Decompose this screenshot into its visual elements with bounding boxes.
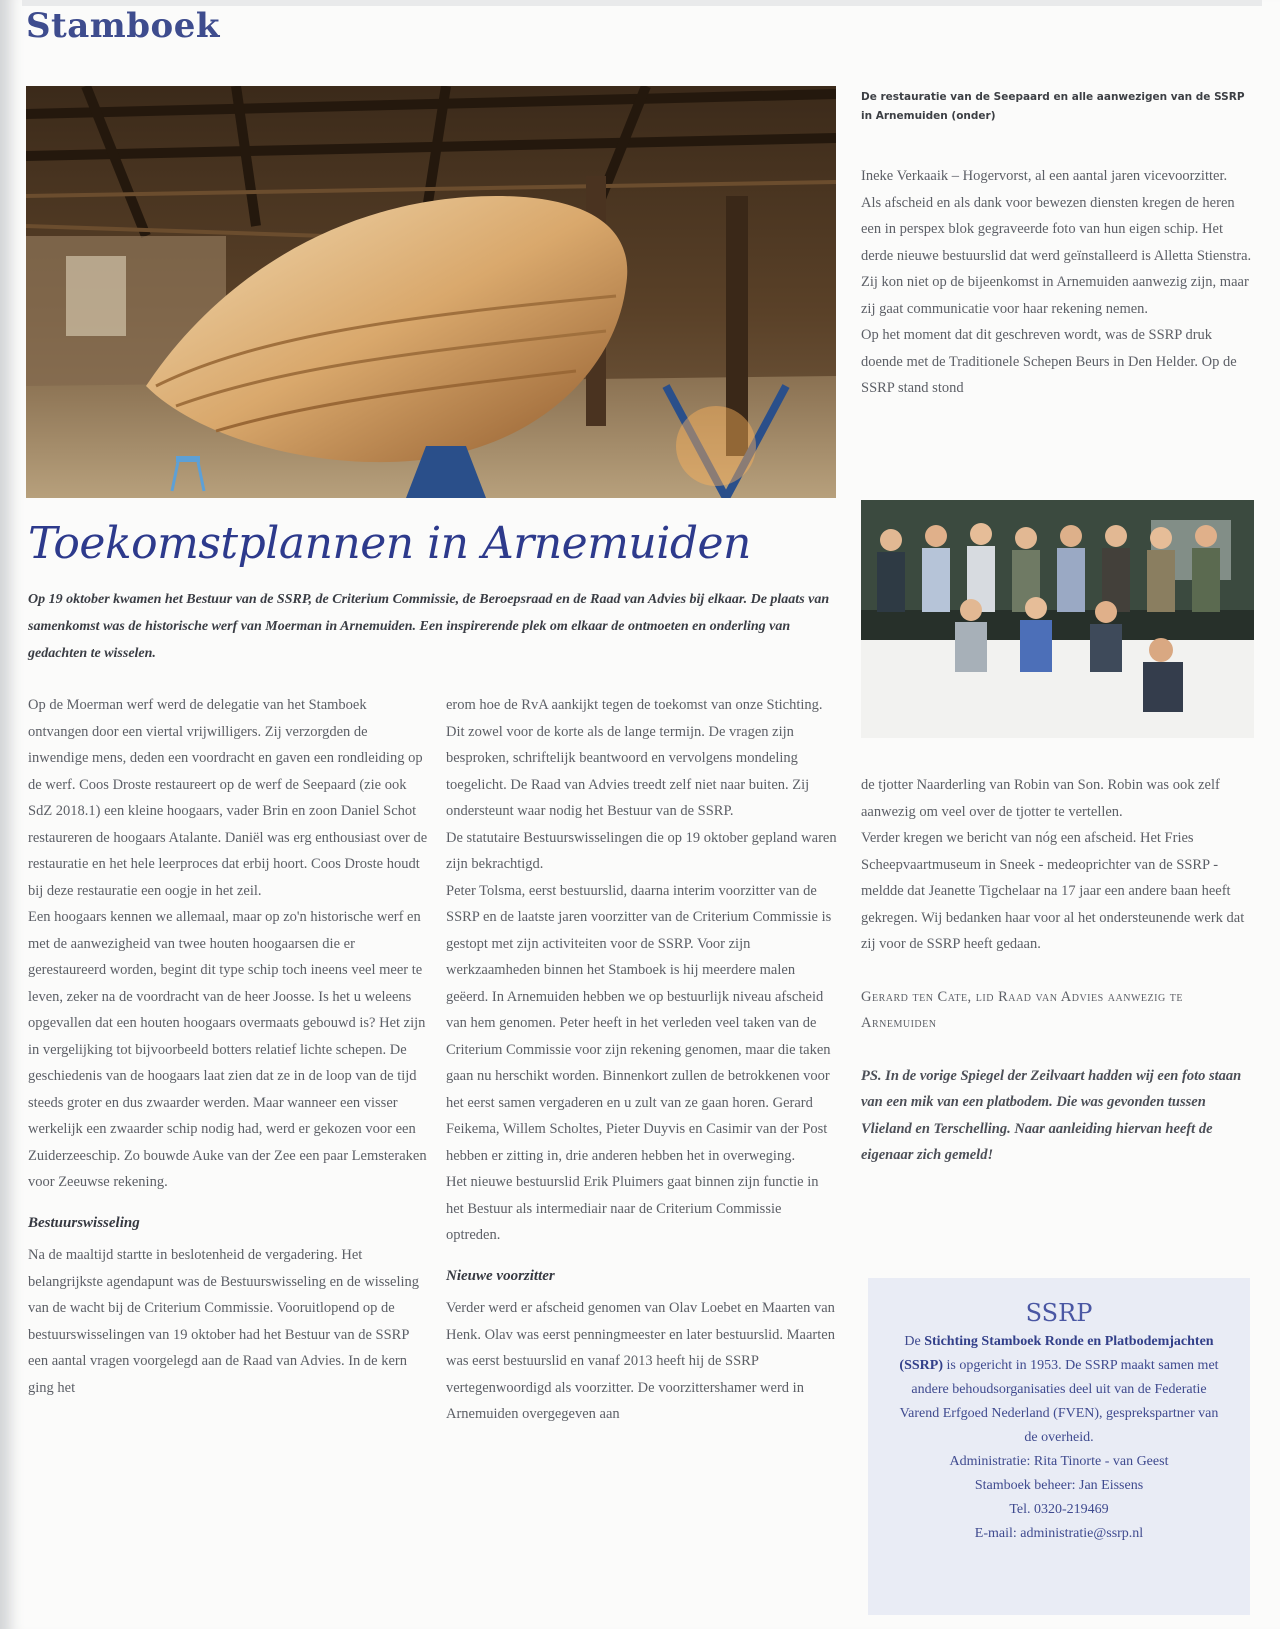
paragraph: Een hoogaars kennen we allemaal, maar op zo'n historische werf en met de aanwezigheid van twee houten hoogaarsen die er gerestaureerd worden, begint dit type schip toch ineens veel meer te leven, zeker na de voordracht van de heer Joosse. Is het u weleens opgevallen dat een houten hoogaars overmaats gebouwd is? Het zijn in vergelijking tot bijvoorbeeld botters relatief lichte schepen. De geschiedenis van de hoogaars laat zien dat ze in de loop van de tijd steeds groter en dus zwaarder werden. Maar wanneer een visser werkelijk een zwaarder schip nodig had, werd er gekozen voor een Zuiderzeeschip. Zo bouwde Auke van der Zee een paar Lemsteraken voor Zeeuwse rekening. bbox=[28, 909, 427, 1190]
article-column-2 bbox=[446, 692, 838, 1428]
paragraph: Op het moment dat dit geschreven wordt, was de SSRP druk doende met de Traditionele Schepen Beurs in Den Helder. Op de SSRP stand stond bbox=[861, 327, 1237, 396]
spacer bbox=[861, 958, 1253, 984]
info-box-title: SSRP bbox=[1025, 1299, 1093, 1327]
group-photo bbox=[861, 500, 1254, 738]
paragraph: De statutaire Bestuurswisselingen die op 19 oktober gepland waren zijn bekrachtigd. bbox=[446, 829, 837, 872]
subheading: Bestuurswisseling bbox=[28, 1214, 140, 1231]
admin-line: Administratie: Rita Tinorte - van Geest bbox=[949, 1454, 1169, 1469]
subheading: Nieuwe voorzitter bbox=[446, 1267, 555, 1284]
article-intro: Op 19 oktober kwamen het Bestuur van de SSRP, de Criterium Commissie, de Beroepsraad en de Raad van Advies bij elkaar. De plaats van samenkomst was de historische werf van Moerman in Arnemuiden. Een inspirerende plek om elkaar de ontmoeten en onderling van gedachten te wisselen. bbox=[28, 592, 830, 661]
article-column-3-top bbox=[861, 163, 1253, 402]
paragraph: erom hoe de RvA aankijkt tegen de toekomst van onze Stichting. Dit zowel voor de korte als de lange termijn. De vragen zijn besproken, schriftelijk beantwoord en vervolgens mondeling toegelicht. De Raad van Advies treedt zelf niet naar buiten. Zij ondersteunt waar nodig het Bestuur van de SSRP. bbox=[446, 697, 823, 819]
photo-caption: De restauratie van de Seepaard en alle aanwezigen van de SSRP in Arnemuiden (onder) bbox=[861, 91, 1245, 122]
article-headline: Toekomstplannen in Arnemuiden bbox=[28, 518, 751, 569]
paragraph: Verder werd er afscheid genomen van Olav Loebet en Maarten van Henk. Olav was eerst penningmeester en later bestuurslid. Maarten was eerst bestuurslid en vanaf 2013 heeft hij de SSRP vertegenwoordigd als voorzitter. De voorzittershamer werd in Arnemuiden overgegeven aan bbox=[446, 1300, 835, 1422]
info-box-body bbox=[894, 1330, 1224, 1450]
paragraph: Verder kregen we bericht van nóg een afscheid. Het Fries Scheepvaartmuseum in Sneek - medeoprichter van de SSRP - meldde dat Jeanette Tigchelaar na 17 jaar een andere baan heeft gekregen. Wij bedanken haar voor al het ondersteunende werk dat zij voor de SSRP heeft gedaan. bbox=[861, 830, 1245, 952]
registry-line: Stamboek beheer: Jan Eissens bbox=[974, 1478, 1144, 1493]
paragraph: de tjotter Naarderling van Robin van Son. Robin was ook zelf aanwezig om veel over de tjotter te vertellen. bbox=[861, 777, 1220, 820]
author-signature: Gerard ten Cate, lid Raad van Advies aanwezig te Arnemuiden bbox=[861, 988, 1184, 1031]
paragraph: Als afscheid en als dank voor bewezen diensten kregen de heren een in perspex blok gegraveerde foto van hun eigen schip. Het derde nieuwe bestuurslid dat werd geïnstalleerd is Alletta Stienstra. Zij kon niet op de bijeenkomst in Arnemuiden aanwezig zijn, maar zij gaat communicatie voor haar rekening nemen. bbox=[861, 194, 1252, 317]
article-column-1 bbox=[28, 692, 428, 1401]
paragraph: Na de maaltijd startte in beslotenheid de vergadering. Het belangrijkste agendapunt was de Bestuurswisseling en de wisseling van de wacht bij de Criterium Commissie. Vooruitlopend op de bestuurswisselingen van 19 oktober had het Bestuur van de SSRP een aantal vragen voorgelegd aan de Raad van Advies. In de kern ging het bbox=[28, 1247, 420, 1396]
paragraph: Ineke Verkaaik – Hogervorst, al een aantal jaren vicevoorzitter. bbox=[861, 168, 1228, 184]
info-text: De bbox=[904, 1334, 925, 1349]
postscript: PS. In de vorige Spiegel der Zeilvaart hadden wij een foto staan van een mik van een platbodem. Die was gevonden tussen Vlieland en Terschelling. Naar aanleiding hiervan heeft de eigenaar zich gemeld! bbox=[861, 1067, 1242, 1163]
spacer bbox=[861, 1037, 1253, 1063]
phone-line: Tel. 0320-219469 bbox=[1009, 1502, 1109, 1517]
ssrp-info-box bbox=[868, 1278, 1250, 1615]
paragraph: Peter Tolsma, eerst bestuurslid, daarna interim voorzitter van de SSRP en de laatste jaren voorzitter van de Criterium Commissie is gestopt met zijn activiteiten voor de SSRP. Voor zijn werkzaamheden binnen het Stamboek is hij meerdere malen geëerd. In Arnemuiden hebben we op bestuurlijk niveau afscheid van hem genomen. Peter heeft in het verleden veel taken van de Criterium Commissie voor zijn rekening genomen, maar die taken gaan nu herschikt worden. Binnenkort zullen de betrokkenen voor het eerst samen vergaderen en u zult van ze gaan horen. Gerard Feikema, Willem Scholtes, Pieter Duyvis en Casimir van der Post hebben er zitting in, drie anderen hebben het in overweging. bbox=[446, 882, 832, 1164]
article-column-3-bottom bbox=[861, 772, 1253, 1169]
paragraph: Op de Moerman werf werd de delegatie van het Stamboek ontvangen door een viertal vrijwilligers. Zij verzorgden de inwendige mens, deden een voordracht en gaven een rondleiding op de werf. Coos Droste restaureert op de werf de Seepaard (zie ook SdZ 2018.1) een kleine hoogaars, vader Brin en zoon Daniel Schot restaureren de hoogaars Atalante. Daniël was erg enthousiast over de restauratie en het hele leerproces dat erbij hoort. Coos Droste houdt bij deze restauratie een oogje in het zeil. bbox=[28, 697, 428, 899]
paragraph: Het nieuwe bestuurslid Erik Pluimers gaat binnen zijn functie in het Bestuur als intermediair naar de Criterium Commissie optreden. bbox=[446, 1174, 819, 1243]
email-link[interactable]: E-mail: administratie@ssrp.nl bbox=[974, 1526, 1144, 1541]
boat-workshop-photo bbox=[26, 86, 836, 498]
info-text: is opgericht in 1953. De SSRP maakt samen met andere behoudsorganisaties deel uit van de Federatie Varend Erfgoed Nederland (FVEN), gesprekspartner van de overheid. bbox=[899, 1358, 1219, 1445]
section-label: Stamboek bbox=[26, 6, 220, 46]
org-name: Stichting Stamboek Ronde en Platbodemjachten (SSRP) bbox=[899, 1334, 1214, 1373]
